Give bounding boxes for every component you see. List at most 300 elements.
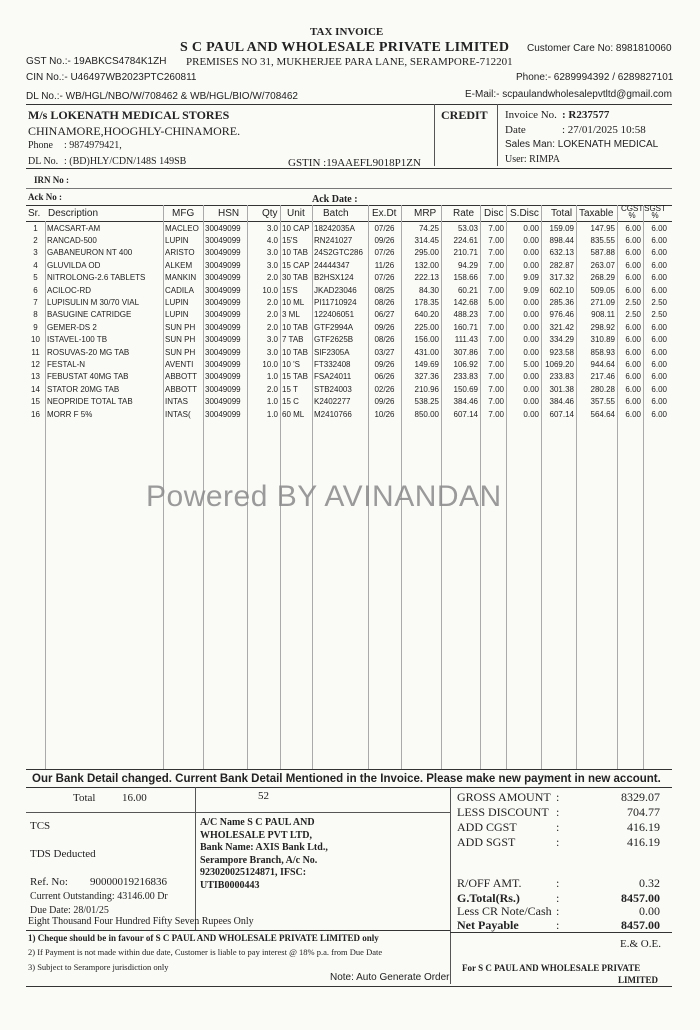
total-value: 0.32 <box>639 876 660 890</box>
col-header-total: Total <box>551 208 573 219</box>
cell-disc: 7.00 <box>488 236 504 246</box>
cell-mrp: 210.96 <box>414 384 439 394</box>
cell-description: NEOPRIDE TOTAL TAB <box>47 397 133 407</box>
ref-label: Ref. No: <box>30 876 68 888</box>
cell-disc: 7.00 <box>488 384 504 394</box>
cell-hsn: 30049099 <box>205 347 241 357</box>
cell-hsn: 30049099 <box>205 384 241 394</box>
cell-unit: 3 ML <box>282 310 300 320</box>
cell-batch: 18242035A <box>314 223 355 233</box>
col-header-hsn: HSN <box>218 208 240 219</box>
cell-rate: 94.29 <box>457 260 478 270</box>
cell-batch: K2402277 <box>314 397 351 407</box>
invoice-date-label: Date <box>505 124 526 136</box>
bank-line: A/C Name S C PAUL AND <box>200 817 315 828</box>
cell-description: BASUGINE CATRIDGE <box>47 310 132 320</box>
cell-total: 602.10 <box>549 285 574 295</box>
cell-disc: 7.00 <box>488 248 504 258</box>
cell-unit: 10 CAP <box>282 223 310 233</box>
cell-exdt: 09/26 <box>374 322 395 332</box>
cell-total: 282.87 <box>549 260 574 270</box>
cell-description: NITROLONG-2.6 TABLETS <box>47 273 146 283</box>
cell-mrp: 314.45 <box>414 236 439 246</box>
cell-qty: 3.0 <box>266 223 278 233</box>
cell-cgst: 6.00 <box>625 335 641 345</box>
cell-exdt: 06/27 <box>374 310 395 320</box>
cell-rate: 142.68 <box>453 298 478 308</box>
cell-mfg: SUN PH <box>165 335 196 345</box>
cell-sdisc: 0.00 <box>523 347 539 357</box>
table-row <box>26 334 669 346</box>
cell-sgst: 6.00 <box>651 236 667 246</box>
cell-cgst: 6.00 <box>625 236 641 246</box>
cell-mfg: LUPIN <box>165 236 189 246</box>
cell-mrp: 431.00 <box>414 347 439 357</box>
cell-total: 384.46 <box>549 397 574 407</box>
cell-taxable: 858.93 <box>590 347 615 357</box>
cell-disc: 7.00 <box>488 223 504 233</box>
cell-rate: 150.69 <box>453 384 478 394</box>
cell-sr: 12 <box>31 359 40 369</box>
cell-hsn: 30049099 <box>205 359 241 369</box>
cell-mrp: 222.13 <box>414 273 439 283</box>
condition-1: 1) Cheque should be in favour of S C PAUL AND WHOLESALE PRIVATE LIMITED only <box>28 933 379 943</box>
cell-batch: PI11710924 <box>314 298 357 308</box>
cell-qty: 2.0 <box>266 273 278 283</box>
cell-hsn: 30049099 <box>205 372 241 382</box>
cell-qty: 2.0 <box>266 322 278 332</box>
cell-description: GABANEURON NT 400 <box>47 248 133 258</box>
cell-sr: 7 <box>33 298 38 308</box>
col-header-unit: Unit <box>287 208 305 219</box>
cell-cgst: 6.00 <box>625 347 641 357</box>
total-colon: : <box>556 918 560 932</box>
cell-qty: 3.0 <box>266 260 278 270</box>
col-header-rate: Rate <box>453 208 475 219</box>
cell-mfg: INTAS( <box>165 409 191 419</box>
table-row <box>26 371 669 383</box>
company-name: S C PAUL AND WHOLESALE PRIVATE LIMITED <box>180 40 510 55</box>
cell-batch: M2410766 <box>314 409 352 419</box>
table-row <box>26 284 669 296</box>
cell-batch: JKAD23046 <box>314 285 357 295</box>
cell-qty: 10.0 <box>262 359 278 369</box>
bank-line: WHOLESALE PVT LTD, <box>200 829 312 841</box>
cell-sr: 5 <box>33 273 38 283</box>
condition-3: 3) Subject to Serampore jurisdiction only <box>28 962 169 972</box>
cell-qty: 1.0 <box>266 397 278 407</box>
cell-sgst: 6.00 <box>651 248 667 258</box>
amount-in-words: Eight Thousand Four Hundred Fifty Seven Rupees Only <box>28 916 254 927</box>
cell-cgst: 2.50 <box>625 310 641 320</box>
company-address: PREMISES NO 31, MUKHERJEE PARA LANE, SERAMPORE-712201 <box>186 56 513 68</box>
bank-notice: Our Bank Detail changed. Current Bank Detail Mentioned in the Invoice. Please make new payment in new account. <box>32 773 661 785</box>
cell-sdisc: 0.00 <box>523 248 539 258</box>
col-header-disc: Disc <box>484 208 504 219</box>
table-row <box>26 358 669 370</box>
cell-unit: 60 ML <box>282 409 305 419</box>
cell-total: 301.38 <box>549 384 574 394</box>
table-row <box>26 234 669 246</box>
cell-sdisc: 5.00 <box>523 359 539 369</box>
cell-cgst: 6.00 <box>625 273 641 283</box>
customer-name: M/s LOKENATH MEDICAL STORES <box>28 108 230 122</box>
cell-sdisc: 0.00 <box>523 236 539 246</box>
current-outstanding: Current Outstanding: 43146.00 Dr <box>30 891 168 902</box>
col-header-batch: Batch <box>323 208 349 219</box>
cell-taxable: 147.95 <box>590 223 615 233</box>
cell-batch: GTF2994A <box>314 322 354 332</box>
cell-exdt: 06/26 <box>374 372 395 382</box>
cell-taxable: 587.88 <box>590 248 615 258</box>
cell-unit: 10 TAB <box>282 322 308 332</box>
cell-total: 607.14 <box>549 409 574 419</box>
cell-description: ACILOC-RD <box>47 285 92 295</box>
total-items: 52 <box>258 790 269 802</box>
total-colon: : <box>556 891 560 905</box>
cell-description: ROSUVAS-20 MG TAB <box>47 347 130 357</box>
col-header-mfg: MFG <box>172 208 195 219</box>
cell-hsn: 30049099 <box>205 273 241 283</box>
bank-line: 923020025124871, IFSC: <box>200 867 307 878</box>
cell-hsn: 30049099 <box>205 285 241 295</box>
cell-sdisc: 9.09 <box>523 285 539 295</box>
cell-rate: 210.71 <box>453 248 478 258</box>
cell-mrp: 84.30 <box>418 285 439 295</box>
cell-taxable: 908.11 <box>591 310 615 320</box>
total-label: GROSS AMOUNT <box>457 790 551 804</box>
cell-description: GEMER-DS 2 <box>47 322 97 332</box>
total-value: 8457.00 <box>621 891 660 905</box>
cell-hsn: 30049099 <box>205 409 241 419</box>
cell-sgst: 6.00 <box>651 409 667 419</box>
cell-unit: 15 CAP <box>282 260 310 270</box>
cell-total: 285.36 <box>549 298 574 308</box>
customer-gstin: GSTIN :19AAEFL9018P1ZN <box>288 157 421 169</box>
cell-sdisc: 0.00 <box>523 260 539 270</box>
total-value: 0.00 <box>639 904 660 918</box>
total-label: Less CR Note/Cash <box>457 904 552 918</box>
cell-qty: 10.0 <box>262 285 278 295</box>
cell-cgst: 6.00 <box>625 260 641 270</box>
cell-exdt: 09/26 <box>374 397 395 407</box>
cell-sr: 11 <box>31 347 40 357</box>
cell-rate: 53.03 <box>457 223 478 233</box>
cell-description: ISTAVEL-100 TB <box>47 335 108 345</box>
cell-disc: 7.00 <box>488 310 504 320</box>
cell-mfg: SUN PH <box>165 347 196 357</box>
cell-qty: 2.0 <box>266 310 278 320</box>
total-colon: : <box>556 805 560 819</box>
eoe: E.& O.E. <box>620 938 661 950</box>
total-label: G.Total(Rs.) <box>457 891 520 905</box>
cell-sdisc: 0.00 <box>523 335 539 345</box>
cell-mfg: ABBOTT <box>165 384 198 394</box>
cell-exdt: 03/27 <box>374 347 395 357</box>
cell-description: RANCAD-500 <box>47 236 97 246</box>
col-header-description: Description <box>48 208 99 219</box>
cell-mrp: 327.36 <box>414 372 439 382</box>
cell-sr: 8 <box>33 310 38 320</box>
total-label: LESS DISCOUNT <box>457 805 549 819</box>
cell-taxable: 310.89 <box>590 335 615 345</box>
cell-sr: 4 <box>33 260 38 270</box>
cell-mfg: MACLEO <box>165 223 199 233</box>
cell-rate: 111.43 <box>454 335 478 345</box>
cell-unit: 10 ML <box>282 298 305 308</box>
cell-taxable: 280.28 <box>590 384 615 394</box>
total-value: 8329.07 <box>621 790 660 804</box>
cell-exdt: 07/26 <box>374 223 395 233</box>
cell-hsn: 30049099 <box>205 310 241 320</box>
cell-sgst: 2.50 <box>651 310 667 320</box>
cell-total: 1069.20 <box>545 359 574 369</box>
total-colon: : <box>556 904 560 918</box>
bank-details <box>200 817 328 892</box>
cell-batch: 24444347 <box>314 260 350 270</box>
gst-number: GST No.:- 19ABKCS4784K1ZH <box>26 56 167 67</box>
total-value: 704.77 <box>627 805 660 819</box>
cell-disc: 5.00 <box>488 298 504 308</box>
cell-unit: 15 C <box>282 397 299 407</box>
cell-taxable: 271.09 <box>590 298 615 308</box>
col-header-cgst: CGST % <box>621 204 644 220</box>
cell-cgst: 2.50 <box>625 298 641 308</box>
cell-mrp: 295.00 <box>414 248 439 258</box>
cell-batch: SIF2305A <box>314 347 350 357</box>
total-value: 8457.00 <box>621 918 660 932</box>
cell-unit: 15 T <box>282 384 298 394</box>
due-date: Due Date: 28/01/25 <box>30 905 109 916</box>
cell-rate: 488.23 <box>453 310 478 320</box>
company-phone: Phone:- 6289994392 / 6289827101 <box>516 72 674 83</box>
cell-sgst: 6.00 <box>651 372 667 382</box>
total-value: 416.19 <box>627 820 660 834</box>
cell-total: 898.44 <box>549 236 574 246</box>
cell-exdt: 08/26 <box>374 335 395 345</box>
signatory-line-2: LIMITED <box>618 975 659 985</box>
cell-sr: 2 <box>33 236 38 246</box>
cell-unit: 10 TAB <box>282 248 308 258</box>
cell-sr: 16 <box>31 409 40 419</box>
cell-total: 976.46 <box>549 310 574 320</box>
cell-taxable: 357.55 <box>590 397 615 407</box>
cell-taxable: 944.64 <box>590 359 615 369</box>
cell-sgst: 6.00 <box>651 273 667 283</box>
cell-mfg: LUPIN <box>165 310 189 320</box>
cell-batch: FT332408 <box>314 359 351 369</box>
invoice-type: CREDIT <box>441 108 488 122</box>
ack-no-label: Ack No : <box>28 192 62 202</box>
table-row <box>26 321 669 333</box>
cell-sdisc: 9.09 <box>523 273 539 283</box>
cell-qty: 1.0 <box>266 372 278 382</box>
cell-rate: 60.21 <box>457 285 478 295</box>
cell-sr: 13 <box>31 372 40 382</box>
cell-description: LUPISULIN M 30/70 VIAL <box>47 298 140 308</box>
cell-taxable: 509.05 <box>590 285 615 295</box>
cell-mrp: 149.69 <box>414 359 439 369</box>
watermark: Powered BY AVINANDAN <box>146 480 502 513</box>
cell-sgst: 6.00 <box>651 223 667 233</box>
cell-hsn: 30049099 <box>205 236 241 246</box>
items-table <box>26 222 669 420</box>
cell-mrp: 74.25 <box>418 223 439 233</box>
company-email: E-Mail:- scpaulandwholesalepvtltd@gmail.com <box>465 89 672 100</box>
cell-cgst: 6.00 <box>625 409 641 419</box>
cell-sgst: 6.00 <box>651 347 667 357</box>
signatory-line-1: For S C PAUL AND WHOLESALE PRIVATE <box>462 963 641 973</box>
cell-qty: 2.0 <box>266 298 278 308</box>
cell-mfg: ALKEM <box>165 260 193 270</box>
invoice-no-label: Invoice No. <box>505 109 557 121</box>
cell-batch: STB24003 <box>314 384 352 394</box>
cell-total: 233.83 <box>549 372 574 382</box>
cin-number: CIN No.:- U46497WB2023PTC260811 <box>26 72 197 83</box>
col-header-taxable: Taxable <box>579 208 614 219</box>
cell-sgst: 6.00 <box>651 384 667 394</box>
table-row <box>26 247 669 259</box>
cell-batch: GTF2625B <box>314 335 354 345</box>
irn-label: IRN No : <box>34 175 69 185</box>
cell-hsn: 30049099 <box>205 298 241 308</box>
cell-exdt: 08/25 <box>374 285 395 295</box>
cell-exdt: 10/26 <box>374 409 395 419</box>
cell-mrp: 178.35 <box>414 298 439 308</box>
total-label: ADD SGST <box>457 835 516 849</box>
cell-cgst: 6.00 <box>625 223 641 233</box>
cell-sdisc: 0.00 <box>523 322 539 332</box>
cell-rate: 384.46 <box>453 397 478 407</box>
total-qty: 16.00 <box>122 792 147 804</box>
cell-rate: 106.92 <box>453 359 478 369</box>
total-colon: : <box>556 835 560 849</box>
cell-rate: 233.83 <box>453 372 478 382</box>
cell-unit: 10 'S <box>282 359 300 369</box>
col-header-qty: Qty <box>262 208 278 219</box>
table-row <box>26 309 669 321</box>
cell-sr: 9 <box>33 322 38 332</box>
dl-number: DL No.:- WB/HGL/NBO/W/708462 & WB/HGL/BIO/W/708462 <box>26 91 298 102</box>
cell-sr: 1 <box>33 223 38 233</box>
cell-cgst: 6.00 <box>625 359 641 369</box>
cell-hsn: 30049099 <box>205 260 241 270</box>
cell-sr: 3 <box>33 248 38 258</box>
col-header-exdt: Ex.Dt <box>372 208 397 219</box>
bank-line: Serampore Branch, A/c No. <box>200 854 318 866</box>
total-value: 416.19 <box>627 835 660 849</box>
cell-description: MORR F 5% <box>47 409 93 419</box>
cell-rate: 307.86 <box>453 347 478 357</box>
cell-sdisc: 0.00 <box>523 298 539 308</box>
cell-total: 923.58 <box>549 347 574 357</box>
cell-cgst: 6.00 <box>625 384 641 394</box>
cell-unit: 30 TAB <box>282 273 308 283</box>
doc-title: TAX INVOICE <box>310 26 384 38</box>
cell-cgst: 6.00 <box>625 285 641 295</box>
bank-line: Bank Name: AXIS Bank Ltd., <box>200 842 328 853</box>
cell-cgst: 6.00 <box>625 372 641 382</box>
cell-sr: 14 <box>31 384 40 394</box>
cell-exdt: 09/26 <box>374 236 395 246</box>
dl-label: DL No. <box>28 156 59 167</box>
cell-sdisc: 0.00 <box>523 397 539 407</box>
cell-sgst: 6.00 <box>651 335 667 345</box>
cell-total: 334.29 <box>549 335 574 345</box>
cell-exdt: 08/26 <box>374 298 395 308</box>
total-label: Total <box>73 792 96 804</box>
cell-qty: 1.0 <box>266 409 278 419</box>
cell-mfg: ABBOTT <box>165 372 198 382</box>
cell-cgst: 6.00 <box>625 248 641 258</box>
cell-sdisc: 0.00 <box>523 384 539 394</box>
col-header-sgst: SGST % <box>644 204 666 220</box>
cell-description: FESTAL-N <box>47 359 86 369</box>
cell-mrp: 850.00 <box>414 409 439 419</box>
cell-unit: 15 TAB <box>282 372 308 382</box>
cell-disc: 7.00 <box>488 322 504 332</box>
tcs-label: TCS <box>30 820 51 832</box>
col-header-mrp: MRP <box>414 208 437 219</box>
customer-address: CHINAMORE,HOOGHLY-CHINAMORE. <box>28 124 241 138</box>
table-row <box>26 222 669 234</box>
invoice-no: : R237577 <box>562 109 610 121</box>
cell-disc: 7.00 <box>488 347 504 357</box>
cell-rate: 607.14 <box>453 409 478 419</box>
cell-sgst: 6.00 <box>651 322 667 332</box>
cell-exdt: 11/26 <box>374 260 395 270</box>
note: Note: Auto Generate Order <box>330 972 450 983</box>
table-row <box>26 383 669 395</box>
cell-hsn: 30049099 <box>205 223 241 233</box>
user: User: RIMPA <box>505 154 560 165</box>
cell-mrp: 132.00 <box>414 260 439 270</box>
cell-sgst: 6.00 <box>651 359 667 369</box>
cell-mrp: 640.20 <box>414 310 439 320</box>
cell-taxable: 298.92 <box>590 322 615 332</box>
cell-hsn: 30049099 <box>205 335 241 345</box>
cell-description: FEBUSTAT 40MG TAB <box>47 372 129 382</box>
bank-line: UTIB0000443 <box>200 879 260 891</box>
cell-cgst: 6.00 <box>625 397 641 407</box>
cell-mrp: 225.00 <box>414 322 439 332</box>
customer-phone: : 9874979421, <box>64 140 122 151</box>
cell-exdt: 07/26 <box>374 248 395 258</box>
cell-unit: 15'S <box>282 285 298 295</box>
cell-sdisc: 0.00 <box>523 310 539 320</box>
cell-taxable: 268.29 <box>590 273 615 283</box>
cell-qty: 3.0 <box>266 248 278 258</box>
cell-mrp: 156.00 <box>414 335 439 345</box>
cell-hsn: 30049099 <box>205 397 241 407</box>
tds-label: TDS Deducted <box>30 848 96 860</box>
table-row <box>26 408 669 420</box>
cell-sdisc: 0.00 <box>523 223 539 233</box>
cell-description: STATOR 20MG TAB <box>47 384 120 394</box>
cell-description: GLUVILDA OD <box>47 260 101 270</box>
cell-sdisc: 0.00 <box>523 409 539 419</box>
cell-batch: RN241027 <box>314 236 353 246</box>
phone-label: Phone <box>28 140 53 151</box>
salesman: Sales Man: LOKENATH MEDICAL <box>505 139 659 150</box>
cell-total: 632.13 <box>549 248 574 258</box>
ack-date-label: Ack Date : <box>312 194 358 205</box>
cell-unit: 7 TAB <box>282 335 304 345</box>
cell-rate: 224.61 <box>453 236 478 246</box>
condition-2: 2) If Payment is not made within due date, Customer is liable to pay interest @ 18% p.a. from Due Date <box>28 947 383 957</box>
cell-qty: 3.0 <box>266 347 278 357</box>
cell-disc: 7.00 <box>488 335 504 345</box>
